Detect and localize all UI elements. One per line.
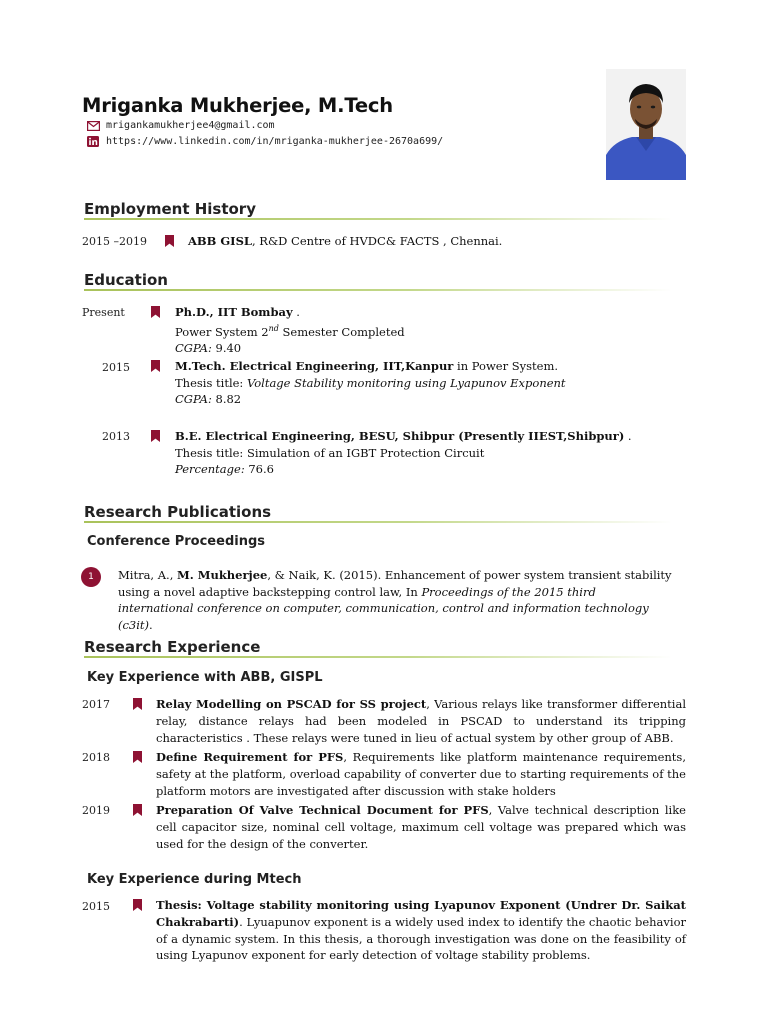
degree-suffix: . xyxy=(292,305,300,319)
phd-detail-post: Semester Completed xyxy=(278,324,405,339)
experience-entry xyxy=(156,696,686,746)
education-entry-be xyxy=(175,428,632,478)
education-heading: Education xyxy=(84,271,168,289)
phd-detail: Power System 2 xyxy=(175,324,269,339)
experience-title: Thesis: Voltage stability monitoring using Lyapunov Exponent (Undrer Dr. Saikat Chakrabarti) xyxy=(156,898,686,929)
email-row[interactable] xyxy=(86,120,275,131)
bookmark-icon xyxy=(133,804,142,816)
experience-date: 2015 xyxy=(82,900,110,913)
experience-title: Preparation Of Valve Technical Document for PFS xyxy=(156,803,489,817)
employment-date: 2015 –2019 xyxy=(82,235,147,248)
section-rule xyxy=(84,521,672,523)
experience-title: Define Requirement for PFS xyxy=(156,750,344,764)
education-date: Present xyxy=(82,306,125,319)
publications-heading: Research Publications xyxy=(84,503,272,521)
publication-entry xyxy=(118,567,674,633)
experience-entry xyxy=(156,802,686,852)
bookmark-icon xyxy=(133,899,142,911)
thesis-title: Simulation of an IGBT Protection Circuit xyxy=(246,445,485,460)
section-rule xyxy=(84,289,672,291)
linkedin-link[interactable]: https://www.linkedin.com/in/mriganka-mukherjee-2670a699/ xyxy=(106,136,444,147)
bookmark-icon xyxy=(151,306,160,318)
profile-photo xyxy=(606,69,686,180)
degree-title: Ph.D., IIT Bombay xyxy=(175,305,293,319)
envelope-icon xyxy=(86,120,100,131)
employment-entry xyxy=(188,233,502,250)
thesis-label: Thesis title: xyxy=(175,375,247,390)
bookmark-icon xyxy=(151,430,160,442)
section-rule xyxy=(84,218,672,220)
bookmark-icon xyxy=(133,698,142,710)
employment-heading: Employment History xyxy=(84,200,256,218)
education-entry-mtech xyxy=(175,358,566,408)
publication-title: , & Naik, K. (2015). Enhancement of power system transient stability using a novel adaptive backstepping control law, In xyxy=(118,568,672,599)
publication-end: . xyxy=(149,617,153,632)
grade-value: 9.40 xyxy=(211,340,242,355)
grade-label: CGPA: xyxy=(175,340,212,355)
grade-value: 8.82 xyxy=(211,392,242,406)
employment-rest: , R&D Centre of HVDC& FACTS , Chennai. xyxy=(251,234,503,248)
email-link[interactable]: mrigankamukherjee4@gmail.com xyxy=(106,120,275,131)
employment-org: ABB GISL xyxy=(188,234,252,248)
candidate-name: Mriganka Mukherjee, M.Tech xyxy=(82,94,393,117)
experience-entry xyxy=(156,749,686,799)
degree-title: M.Tech. Electrical Engineering, IIT,Kanpur xyxy=(175,359,454,373)
publication-number-badge: 1 xyxy=(81,567,101,587)
degree-suffix: in Power System. xyxy=(453,359,559,373)
thesis-label: Thesis title: xyxy=(175,445,247,460)
linkedin-row[interactable] xyxy=(86,136,443,147)
phd-detail-sup: nd xyxy=(268,323,279,333)
experience-text: , Valve technical description like cell capacitor size, nominal cell voltage, maximum cell voltage was prepared which was used for the design of the converter. xyxy=(156,803,686,851)
education-entry-phd xyxy=(175,304,405,356)
education-date: 2015 xyxy=(102,361,130,374)
degree-title: B.E. Electrical Engineering, BESU, Shibpur (Presently IIEST,Shibpur) xyxy=(175,429,625,443)
bookmark-icon xyxy=(165,235,174,247)
education-date: 2013 xyxy=(102,430,130,443)
research-heading: Research Experience xyxy=(84,638,261,656)
experience-date: 2019 xyxy=(82,804,110,817)
experience-date: 2018 xyxy=(82,751,110,764)
linkedin-icon xyxy=(86,136,100,147)
experience-entry xyxy=(156,897,686,964)
degree-suffix: . xyxy=(624,429,632,443)
experience-text: , Requirements like platform maintenance requirements, safety at the platform, overload capability of converter due to starting requirements of the platform motors are investigated after discussion with stake holders xyxy=(156,750,686,798)
abb-subheading: Key Experience with ABB, GISPL xyxy=(87,670,323,685)
conference-subheading: Conference Proceedings xyxy=(87,534,266,549)
section-rule xyxy=(84,656,672,658)
publication-venue: Proceedings of the 2015 third international conference on computer, communication, control and information technology (c3it) xyxy=(118,584,649,632)
experience-title: Relay Modelling on PSCAD for SS project xyxy=(156,697,427,711)
experience-text: . Lyuapunov exponent is a widely used index to identify the chaotic behavior of a dynamic system. In this thesis, a thorough investigation was done on the feasibility of using Lyapunov exponent for early detection of voltage stability problems. xyxy=(156,914,686,963)
mtech-subheading: Key Experience during Mtech xyxy=(87,872,302,887)
grade-value: 76.6 xyxy=(244,462,274,476)
publication-author-self: M. Mukherjee xyxy=(177,568,268,582)
thesis-title: Voltage Stability monitoring using Lyapunov Exponent xyxy=(246,375,566,390)
grade-label: CGPA: xyxy=(175,392,212,406)
experience-date: 2017 xyxy=(82,698,110,711)
bookmark-icon xyxy=(133,751,142,763)
experience-text: , Various relays like transformer differential relay, distance relays had been modeled in PSCAD to understand its tripping characteristics . These relays were tuned in lieu of actual system by other group of ABB. xyxy=(156,697,686,745)
grade-label: Percentage: xyxy=(175,462,245,476)
bookmark-icon xyxy=(151,360,160,372)
publication-authors: Mitra, A., xyxy=(118,568,178,582)
